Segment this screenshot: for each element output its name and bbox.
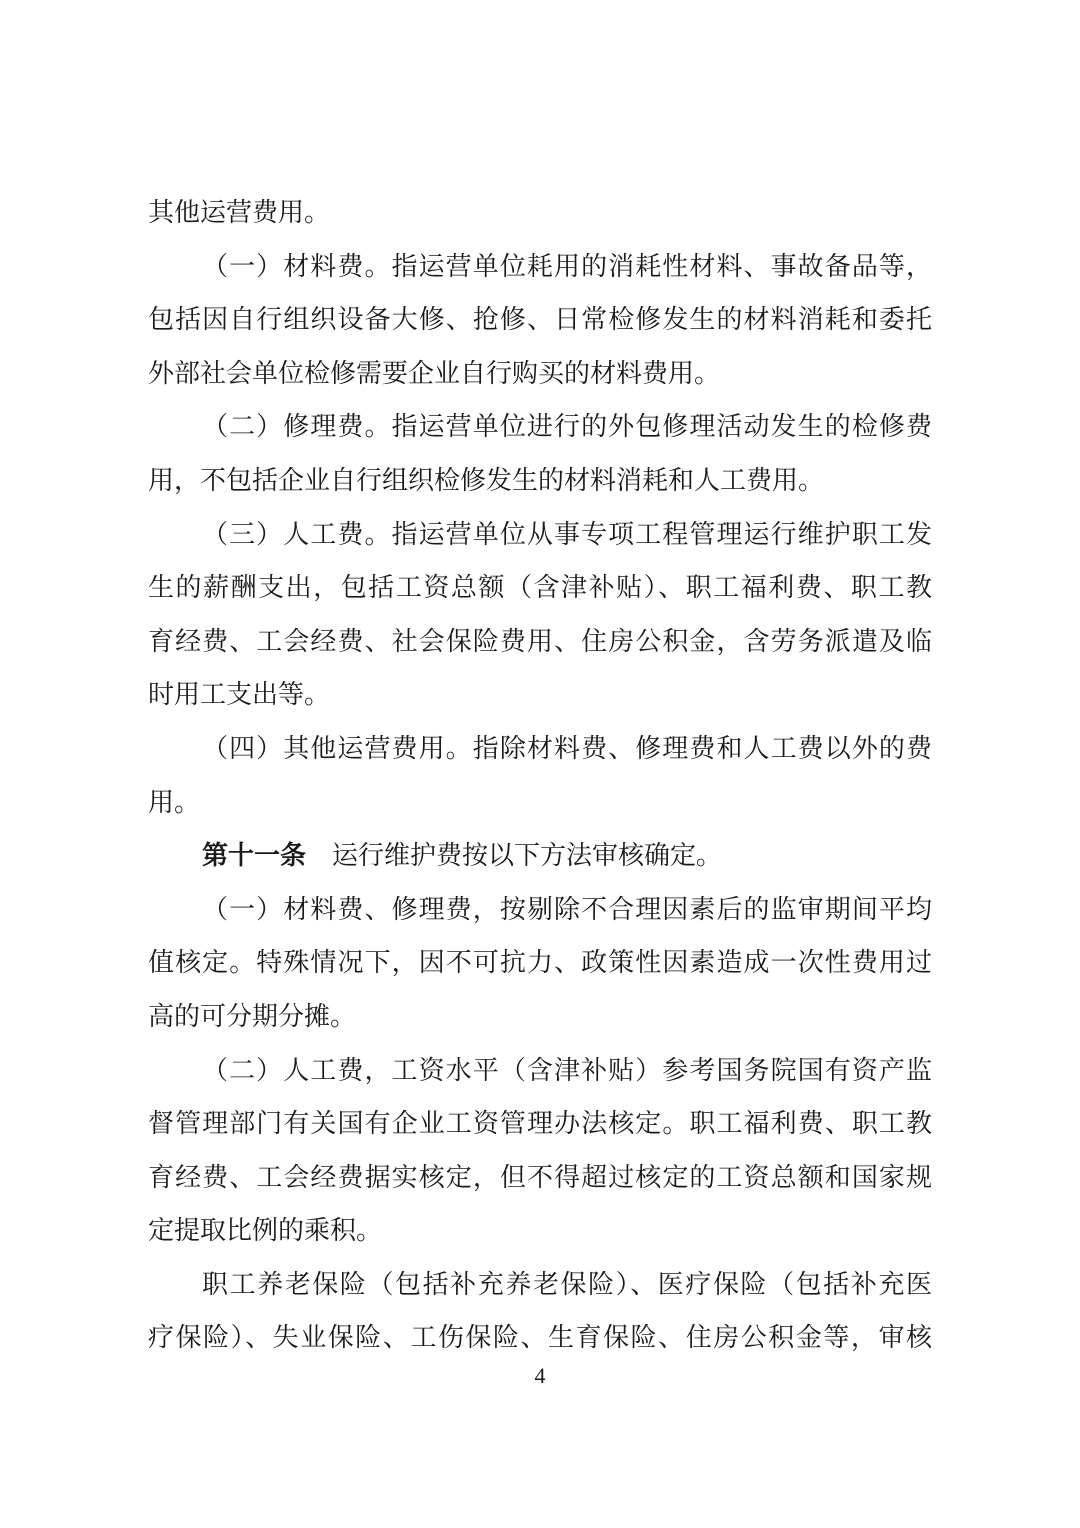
text-line: 用。 — [148, 787, 201, 818]
text-line: 外部社会单位检修需要企业自行购买的材料费用。 — [148, 358, 721, 389]
article-line — [148, 830, 932, 884]
text-line: 督管理部门有关国有企业工资管理办法核定。职工福利费、职工教 — [148, 1109, 932, 1140]
page-number: 4 — [534, 1363, 546, 1388]
text-line: 疗保险）、失业保险、工伤保险、生育保险、住房公积金等，审核 — [148, 1323, 932, 1354]
text-line: 高的可分期分摊。 — [148, 1001, 357, 1032]
text-line: 其他运营费用。 — [148, 198, 331, 228]
text-line: 包括因自行组织设备大修、抢修、日常检修发生的材料消耗和委托 — [148, 305, 932, 336]
text-line: （四）其他运营费用。指除材料费、修理费和人工费以外的费 — [202, 733, 932, 764]
text-line: （二）人工费，工资水平（含津补贴）参考国务院国有资产监 — [202, 1055, 932, 1086]
text-line: 生的薪酬支出，包括工资总额（含津补贴）、职工福利费、职工教 — [148, 573, 932, 604]
text-line: 职工养老保险（包括补充养老保险）、医疗保险（包括补充医 — [202, 1269, 932, 1300]
text-line: （一）材料费、修理费，按剔除不合理因素后的监审期间平均 — [202, 894, 932, 925]
text-line: 时用工支出等。 — [148, 680, 331, 711]
text-line: 值核定。特殊情况下，因不可抗力、政策性因素造成一次性费用过 — [148, 948, 932, 979]
article-heading: 第十一条 — [202, 841, 307, 872]
article-text: 运行维护费按以下方法审核确定。 — [332, 841, 723, 872]
text-line: 育经费、工会经费据实核定，但不得超过核定的工资总额和国家规 — [148, 1162, 932, 1193]
text-line: （二）修理费。指运营单位进行的外包修理活动发生的检修费 — [202, 412, 932, 443]
document-body — [148, 187, 932, 1366]
text-line: 定提取比例的乘积。 — [148, 1216, 383, 1247]
text-line: （三）人工费。指运营单位从事专项工程管理运行维护职工发 — [202, 519, 932, 550]
text-line: 育经费、工会经费、社会保险费用、住房公积金，含劳务派遣及临 — [148, 626, 932, 657]
text-line: （一）材料费。指运营单位耗用的消耗性材料、事故备品等， — [202, 251, 932, 282]
text-line: 用，不包括企业自行组织检修发生的材料消耗和人工费用。 — [148, 465, 825, 496]
